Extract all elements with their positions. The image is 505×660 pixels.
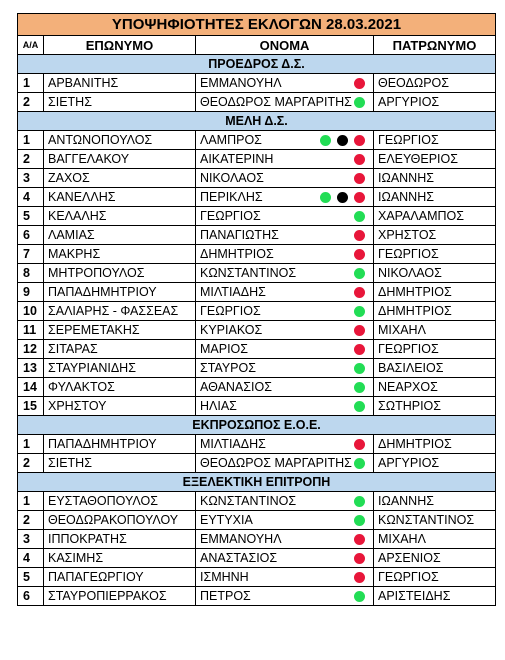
row-number xyxy=(18,568,44,587)
candidate-surname-text: ΣΙΕΤΗΣ xyxy=(48,456,92,470)
candidate-row xyxy=(18,454,496,473)
row-number xyxy=(18,359,44,378)
candidate-surname xyxy=(44,207,196,226)
candidate-row xyxy=(18,359,496,378)
green-dot-marker xyxy=(354,591,365,602)
col-header-number: Α/Α xyxy=(18,36,44,55)
row-number-text: 9 xyxy=(23,285,30,299)
candidate-surname-text: ΠΑΠΑΔΗΜΗΤΡΙΟΥ xyxy=(48,285,157,299)
candidate-father-name-text: ΙΩΑΝΝΗΣ xyxy=(378,190,434,204)
candidate-surname-text: ΛΑΜΙΑΣ xyxy=(48,228,95,242)
candidate-surname-text: ΣΤΑΥΡΙΑΝΙΔΗΣ xyxy=(48,361,136,375)
red-dot-marker xyxy=(354,154,365,165)
candidate-row xyxy=(18,283,496,302)
row-number-text: 7 xyxy=(23,247,30,261)
green-dot-marker xyxy=(354,363,365,374)
candidate-father-name-text: ΚΩΝΣΤΑΝΤΙΝΟΣ xyxy=(378,513,475,527)
candidate-row xyxy=(18,264,496,283)
candidate-name-text: ΕΜΜΑΝΟΥΗΛ xyxy=(200,532,282,546)
candidate-surname xyxy=(44,435,196,454)
candidate-father-name xyxy=(374,207,496,226)
candidate-name xyxy=(196,150,374,169)
row-number-text: 2 xyxy=(23,513,30,527)
candidate-name-text: ΝΙΚΟΛΑΟΣ xyxy=(200,171,264,185)
candidate-father-name xyxy=(374,359,496,378)
candidate-row xyxy=(18,435,496,454)
candidate-surname xyxy=(44,568,196,587)
candidate-father-name xyxy=(374,397,496,416)
section-header-row xyxy=(18,55,496,74)
candidate-surname xyxy=(44,492,196,511)
candidate-row xyxy=(18,302,496,321)
candidate-surname xyxy=(44,397,196,416)
candidate-father-name-text: ΓΕΩΡΓΙΟΣ xyxy=(378,247,439,261)
row-number xyxy=(18,188,44,207)
candidate-name xyxy=(196,435,374,454)
candidate-father-name xyxy=(374,226,496,245)
row-number xyxy=(18,226,44,245)
candidate-father-name-text: ΜΙΧΑΗΛ xyxy=(378,532,426,546)
candidate-row xyxy=(18,131,496,150)
candidate-name xyxy=(196,74,374,93)
row-number xyxy=(18,492,44,511)
candidate-row xyxy=(18,492,496,511)
candidate-row xyxy=(18,321,496,340)
candidate-name xyxy=(196,530,374,549)
candidate-surname-text: ΠΑΠΑΓΕΩΡΓΙΟΥ xyxy=(48,570,144,584)
candidate-name xyxy=(196,321,374,340)
red-dot-marker xyxy=(354,78,365,89)
candidate-surname xyxy=(44,226,196,245)
red-dot-marker xyxy=(354,287,365,298)
candidate-surname xyxy=(44,74,196,93)
candidate-surname xyxy=(44,245,196,264)
candidate-father-name xyxy=(374,340,496,359)
candidate-father-name-text: ΓΕΩΡΓΙΟΣ xyxy=(378,133,439,147)
candidate-surname-text: ΣΕΡΕΜΕΤΑΚΗΣ xyxy=(48,323,140,337)
candidate-father-name-text: ΓΕΩΡΓΙΟΣ xyxy=(378,342,439,356)
row-number xyxy=(18,169,44,188)
section-header-row xyxy=(18,416,496,435)
candidate-surname xyxy=(44,359,196,378)
candidate-father-name xyxy=(374,302,496,321)
candidate-row xyxy=(18,378,496,397)
candidates-sheet xyxy=(17,13,495,606)
red-dot-marker xyxy=(354,439,365,450)
row-number xyxy=(18,511,44,530)
red-dot-marker xyxy=(354,344,365,355)
section-title: ΠΡΟΕΔΡΟΣ Δ.Σ. xyxy=(18,55,496,74)
candidate-name xyxy=(196,302,374,321)
candidate-surname xyxy=(44,188,196,207)
candidate-name-text: ΙΣΜΗΝΗ xyxy=(200,570,249,584)
candidate-father-name-text: ΙΩΑΝΝΗΣ xyxy=(378,494,434,508)
candidate-surname-text: ΜΑΚΡΗΣ xyxy=(48,247,101,261)
candidate-surname xyxy=(44,511,196,530)
candidate-surname xyxy=(44,587,196,606)
candidate-father-name-text: ΧΑΡΑΛΑΜΠΟΣ xyxy=(378,209,464,223)
candidate-name-text: ΑΘΑΝΑΣΙΟΣ xyxy=(200,380,272,394)
candidate-name xyxy=(196,549,374,568)
candidate-row xyxy=(18,568,496,587)
row-number-text: 6 xyxy=(23,589,30,603)
row-number-text: 12 xyxy=(23,342,37,356)
row-number xyxy=(18,264,44,283)
candidate-surname-text: ΦΥΛΑΚΤΟΣ xyxy=(48,380,115,394)
row-number-text: 14 xyxy=(23,380,37,394)
candidate-father-name xyxy=(374,264,496,283)
candidate-row xyxy=(18,397,496,416)
candidate-father-name-text: ΔΗΜΗΤΡΙΟΣ xyxy=(378,304,452,318)
row-number xyxy=(18,207,44,226)
candidate-surname-text: ΣΙΤΑΡΑΣ xyxy=(48,342,98,356)
candidate-surname xyxy=(44,378,196,397)
candidate-father-name-text: ΝΕΑΡΧΟΣ xyxy=(378,380,438,394)
candidate-row xyxy=(18,549,496,568)
candidate-name-text: ΛΑΜΠΡΟΣ xyxy=(200,133,262,147)
candidate-surname xyxy=(44,93,196,112)
candidate-name xyxy=(196,359,374,378)
candidate-father-name-text: ΧΡΗΣΤΟΣ xyxy=(378,228,437,242)
green-dot-marker xyxy=(320,135,331,146)
candidate-name xyxy=(196,283,374,302)
col-header-surname: ΕΠΩΝΥΜΟ xyxy=(44,36,196,55)
candidate-name-text: ΑΝΑΣΤΑΣΙΟΣ xyxy=(200,551,278,565)
candidate-surname-text: ΖΑΧΟΣ xyxy=(48,171,90,185)
candidate-father-name xyxy=(374,492,496,511)
candidate-father-name xyxy=(374,321,496,340)
red-dot-marker xyxy=(354,230,365,241)
candidate-father-name xyxy=(374,188,496,207)
candidate-father-name xyxy=(374,454,496,473)
candidate-father-name-text: ΝΙΚΟΛΑΟΣ xyxy=(378,266,442,280)
candidate-name-text: ΑΙΚΑΤΕΡΙΝΗ xyxy=(200,152,274,166)
red-dot-marker xyxy=(354,173,365,184)
candidate-row xyxy=(18,340,496,359)
candidate-father-name-text: ΑΡΙΣΤΕΙΔΗΣ xyxy=(378,589,451,603)
candidate-father-name-text: ΣΩΤΗΡΙΟΣ xyxy=(378,399,441,413)
row-number xyxy=(18,283,44,302)
candidate-row xyxy=(18,587,496,606)
row-number-text: 4 xyxy=(23,190,30,204)
candidate-father-name xyxy=(374,283,496,302)
candidate-father-name xyxy=(374,549,496,568)
candidate-name-text: ΠΕΤΡΟΣ xyxy=(200,589,251,603)
section-header-row xyxy=(18,112,496,131)
candidate-name xyxy=(196,245,374,264)
green-dot-marker xyxy=(354,401,365,412)
candidate-name-text: ΚΩΝΣΤΑΝΤΙΝΟΣ xyxy=(200,266,297,280)
candidate-name-text: ΔΗΜΗΤΡΙΟΣ xyxy=(200,247,274,261)
row-number xyxy=(18,321,44,340)
candidate-father-name xyxy=(374,245,496,264)
row-number xyxy=(18,530,44,549)
candidate-name-text: ΘΕΟΔΩΡΟΣ ΜΑΡΓΑΡΙΤΗΣ xyxy=(200,95,352,109)
candidate-row xyxy=(18,93,496,112)
row-number xyxy=(18,397,44,416)
red-dot-marker xyxy=(354,553,365,564)
candidate-father-name-text: ΒΑΣΙΛΕΙΟΣ xyxy=(378,361,444,375)
candidate-name-text: ΓΕΩΡΓΙΟΣ xyxy=(200,304,261,318)
candidate-name xyxy=(196,511,374,530)
green-dot-marker xyxy=(354,382,365,393)
red-dot-marker xyxy=(354,325,365,336)
candidate-name xyxy=(196,169,374,188)
green-dot-marker xyxy=(354,211,365,222)
candidate-surname xyxy=(44,283,196,302)
candidate-row xyxy=(18,207,496,226)
candidate-father-name xyxy=(374,511,496,530)
sheet-title: ΥΠΟΨΗΦΙΟΤΗΤΕΣ ΕΚΛΟΓΩΝ 28.03.2021 xyxy=(18,14,496,36)
candidate-father-name-text: ΙΩΑΝΝΗΣ xyxy=(378,171,434,185)
candidate-surname-text: ΑΡΒΑΝΙΤΗΣ xyxy=(48,76,119,90)
candidate-row xyxy=(18,150,496,169)
candidate-surname xyxy=(44,454,196,473)
candidate-name xyxy=(196,454,374,473)
candidate-father-name-text: ΑΡΓΥΡΙΟΣ xyxy=(378,95,440,109)
candidate-surname-text: ΚΑΝΕΛΛΗΣ xyxy=(48,190,116,204)
candidate-name-text: ΜΙΛΤΙΑΔΗΣ xyxy=(200,285,266,299)
candidate-name-text: ΕΥΤΥΧΙΑ xyxy=(200,513,253,527)
candidate-surname-text: ΕΥΣΤΑΘΟΠΟΥΛΟΣ xyxy=(48,494,158,508)
row-number-text: 8 xyxy=(23,266,30,280)
candidate-father-name xyxy=(374,530,496,549)
candidate-father-name-text: ΘΕΟΔΩΡΟΣ xyxy=(378,76,450,90)
red-dot-marker xyxy=(354,135,365,146)
candidate-row xyxy=(18,226,496,245)
row-number-text: 2 xyxy=(23,95,30,109)
row-number-text: 4 xyxy=(23,551,30,565)
black-dot-marker xyxy=(337,135,348,146)
candidate-father-name-text: ΔΗΜΗΤΡΙΟΣ xyxy=(378,285,452,299)
red-dot-marker xyxy=(354,249,365,260)
row-number-text: 3 xyxy=(23,532,30,546)
row-number xyxy=(18,93,44,112)
row-number xyxy=(18,131,44,150)
candidate-name-text: ΓΕΩΡΓΙΟΣ xyxy=(200,209,261,223)
black-dot-marker xyxy=(337,192,348,203)
candidate-surname xyxy=(44,169,196,188)
candidate-name xyxy=(196,568,374,587)
candidate-row xyxy=(18,245,496,264)
row-number-text: 5 xyxy=(23,209,30,223)
candidate-surname-text: ΣΑΛΙΑΡΗΣ - ΦΑΣΣΕΑΣ xyxy=(48,304,179,318)
candidate-father-name xyxy=(374,74,496,93)
green-dot-marker xyxy=(354,97,365,108)
candidate-father-name xyxy=(374,378,496,397)
candidate-name xyxy=(196,340,374,359)
candidate-name xyxy=(196,264,374,283)
candidate-name-text: ΗΛΙΑΣ xyxy=(200,399,237,413)
candidate-surname-text: ΚΑΣΙΜΗΣ xyxy=(48,551,104,565)
candidate-father-name xyxy=(374,150,496,169)
candidate-name xyxy=(196,397,374,416)
candidate-surname xyxy=(44,264,196,283)
candidate-surname-text: ΘΕΟΔΩΡΑΚΟΠΟΥΛΟΥ xyxy=(48,513,179,527)
candidate-surname-text: ΣΙΕΤΗΣ xyxy=(48,95,92,109)
green-dot-marker xyxy=(354,458,365,469)
candidate-father-name xyxy=(374,169,496,188)
candidate-father-name-text: ΑΡΣΕΝΙΟΣ xyxy=(378,551,441,565)
row-number-text: 1 xyxy=(23,494,30,508)
candidate-name xyxy=(196,93,374,112)
candidate-row xyxy=(18,530,496,549)
row-number xyxy=(18,454,44,473)
candidate-father-name xyxy=(374,587,496,606)
candidate-surname xyxy=(44,549,196,568)
row-number xyxy=(18,549,44,568)
row-number xyxy=(18,245,44,264)
red-dot-marker xyxy=(354,572,365,583)
candidate-name xyxy=(196,226,374,245)
candidates-table xyxy=(17,13,496,606)
row-number-text: 1 xyxy=(23,133,30,147)
green-dot-marker xyxy=(354,306,365,317)
row-number-text: 11 xyxy=(23,323,37,337)
row-number xyxy=(18,587,44,606)
candidate-name-text: ΜΙΛΤΙΑΔΗΣ xyxy=(200,437,266,451)
candidate-name-text: ΚΩΝΣΤΑΝΤΙΝΟΣ xyxy=(200,494,297,508)
candidate-name-text: ΠΕΡΙΚΛΗΣ xyxy=(200,190,263,204)
candidate-name-text: ΜΑΡΙΟΣ xyxy=(200,342,249,356)
candidate-name-text: ΠΑΝΑΓΙΩΤΗΣ xyxy=(200,228,279,242)
candidate-surname-text: ΙΠΠΟΚΡΑΤΗΣ xyxy=(48,532,127,546)
candidate-father-name-text: ΑΡΓΥΡΙΟΣ xyxy=(378,456,440,470)
candidate-name xyxy=(196,188,374,207)
candidate-father-name xyxy=(374,93,496,112)
section-title: ΕΞΕΛΕΚΤΙΚΗ ΕΠΙΤΡΟΠΗ xyxy=(18,473,496,492)
candidate-row xyxy=(18,169,496,188)
row-number-text: 3 xyxy=(23,171,30,185)
candidate-surname-text: ΜΗΤΡΟΠΟΥΛΟΣ xyxy=(48,266,145,280)
candidate-father-name xyxy=(374,568,496,587)
section-header-row xyxy=(18,473,496,492)
header-row xyxy=(18,36,496,55)
candidate-surname-text: ΒΑΓΓΕΛΑΚΟΥ xyxy=(48,152,130,166)
green-dot-marker xyxy=(354,515,365,526)
row-number-text: 15 xyxy=(23,399,37,413)
col-header-father: ΠΑΤΡΩΝΥΜΟ xyxy=(374,36,496,55)
row-number-text: 1 xyxy=(23,76,30,90)
section-title: ΜΕΛΗ Δ.Σ. xyxy=(18,112,496,131)
candidate-row xyxy=(18,74,496,93)
row-number-text: 2 xyxy=(23,456,30,470)
row-number xyxy=(18,74,44,93)
row-number xyxy=(18,150,44,169)
candidate-name xyxy=(196,131,374,150)
candidate-surname xyxy=(44,530,196,549)
candidate-surname-text: ΚΕΛΑΛΗΣ xyxy=(48,209,107,223)
red-dot-marker xyxy=(354,534,365,545)
candidate-father-name-text: ΕΛΕΥΘΕΡΙΟΣ xyxy=(378,152,458,166)
candidate-surname-text: ΧΡΗΣΤΟΥ xyxy=(48,399,107,413)
candidate-surname xyxy=(44,340,196,359)
candidate-row xyxy=(18,511,496,530)
candidate-father-name-text: ΜΙΧΑΗΛ xyxy=(378,323,426,337)
candidate-surname-text: ΑΝΤΩΝΟΠΟΥΛΟΣ xyxy=(48,133,153,147)
candidate-name xyxy=(196,378,374,397)
candidate-surname-text: ΣΤΑΥΡΟΠΙΕΡΡΑΚΟΣ xyxy=(48,589,167,603)
row-number xyxy=(18,340,44,359)
candidate-name xyxy=(196,587,374,606)
candidate-father-name-text: ΓΕΩΡΓΙΟΣ xyxy=(378,570,439,584)
candidate-surname-text: ΠΑΠΑΔΗΜΗΤΡΙΟΥ xyxy=(48,437,157,451)
row-number-text: 2 xyxy=(23,152,30,166)
col-header-name: ΟΝΟΜΑ xyxy=(196,36,374,55)
green-dot-marker xyxy=(354,268,365,279)
green-dot-marker xyxy=(320,192,331,203)
row-number xyxy=(18,378,44,397)
candidate-surname xyxy=(44,131,196,150)
candidate-name-text: ΚΥΡΙΑΚΟΣ xyxy=(200,323,263,337)
green-dot-marker xyxy=(354,496,365,507)
candidate-name xyxy=(196,207,374,226)
row-number-text: 1 xyxy=(23,437,30,451)
red-dot-marker xyxy=(354,192,365,203)
candidate-row xyxy=(18,188,496,207)
candidate-surname xyxy=(44,150,196,169)
candidate-father-name xyxy=(374,131,496,150)
row-number xyxy=(18,435,44,454)
candidate-surname xyxy=(44,321,196,340)
row-number-text: 10 xyxy=(23,304,37,318)
row-number-text: 5 xyxy=(23,570,30,584)
candidate-father-name-text: ΔΗΜΗΤΡΙΟΣ xyxy=(378,437,452,451)
candidate-name xyxy=(196,492,374,511)
candidate-name-text: ΘΕΟΔΩΡΟΣ ΜΑΡΓΑΡΙΤΗΣ xyxy=(200,456,352,470)
section-title: ΕΚΠΡΟΣΩΠΟΣ Ε.Ο.Ε. xyxy=(18,416,496,435)
candidate-name-text: ΕΜΜΑΝΟΥΗΛ xyxy=(200,76,282,90)
candidate-father-name xyxy=(374,435,496,454)
title-row xyxy=(18,14,496,36)
row-number xyxy=(18,302,44,321)
candidate-surname xyxy=(44,302,196,321)
row-number-text: 13 xyxy=(23,361,37,375)
candidate-name-text: ΣΤΑΥΡΟΣ xyxy=(200,361,256,375)
row-number-text: 6 xyxy=(23,228,30,242)
